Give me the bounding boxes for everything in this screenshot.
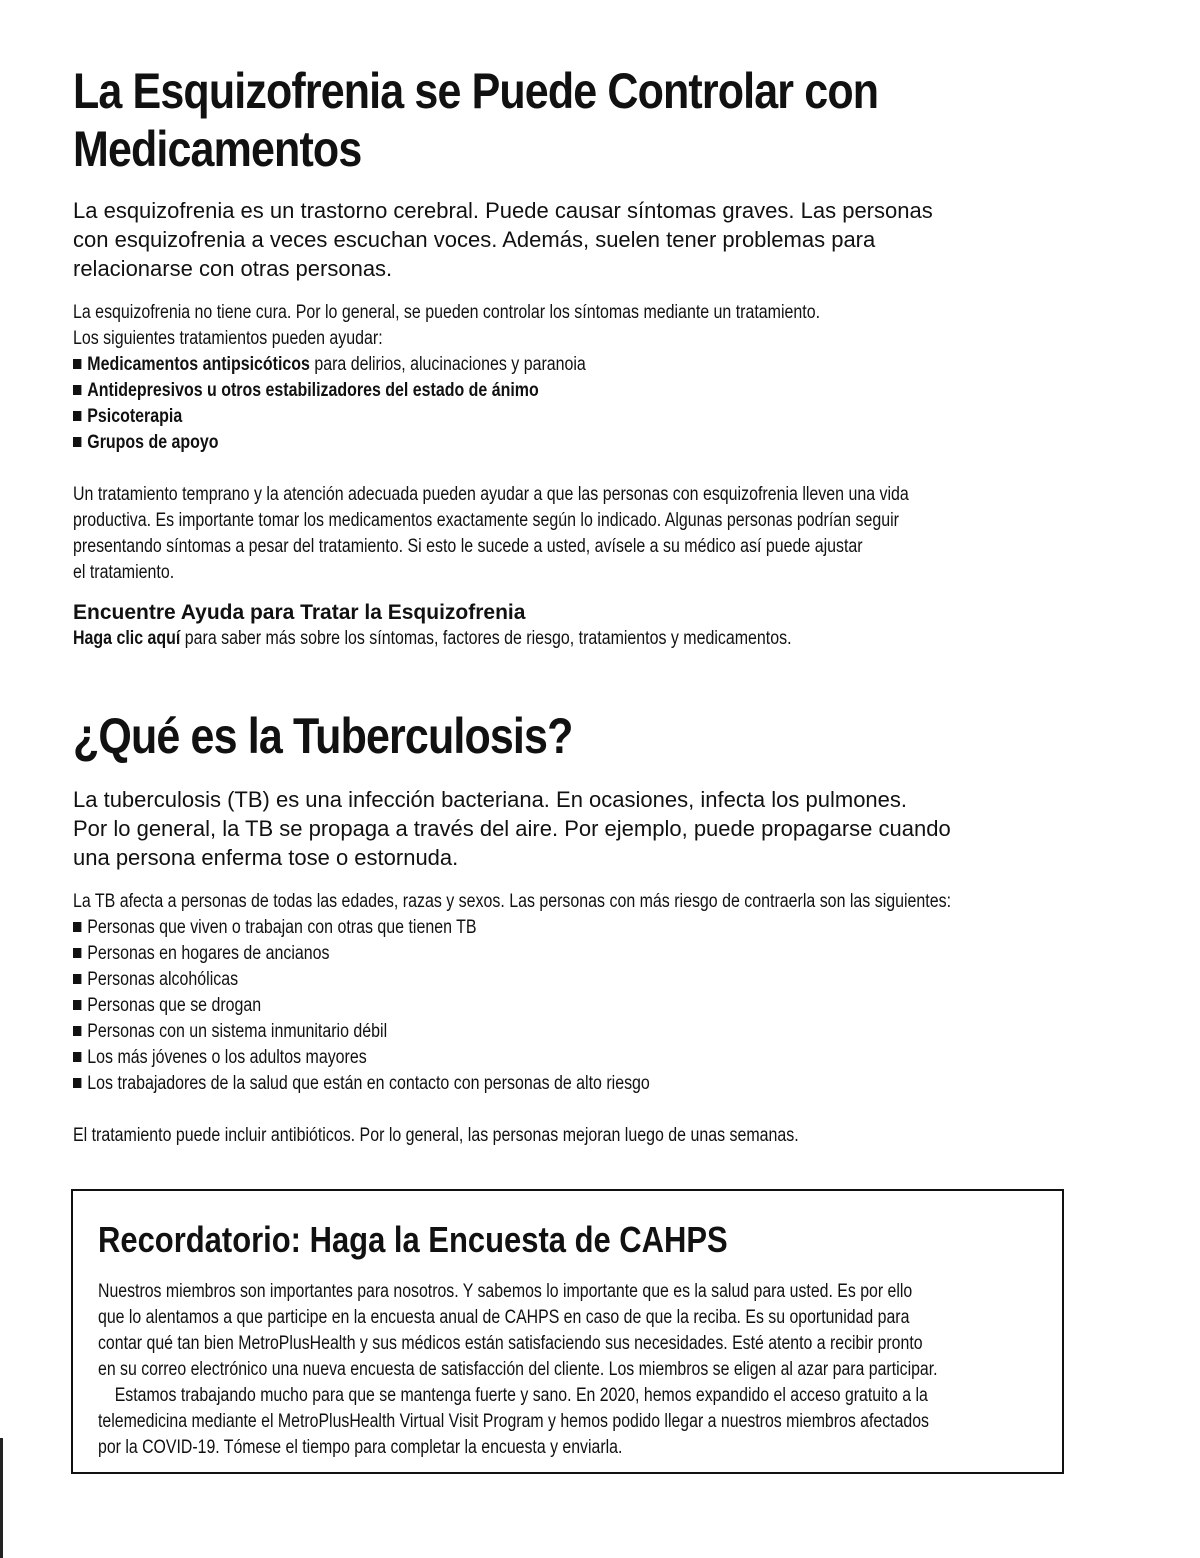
tuberculosis-section (73, 707, 1073, 1149)
tuberculosis-body (73, 889, 1073, 1149)
margin-rule (0, 1438, 3, 1558)
bullet-square-icon (73, 922, 81, 932)
lead-line: Por lo general, la TB se propaga a través del aire. Por ejemplo, puede propagarse cuando (73, 816, 951, 841)
intro-line: La esquizofrenia no tiene cura. Por lo general, se pueden controlar los síntomas mediante un tratamiento. (73, 302, 821, 323)
help-title: Encuentre Ayuda para Tratar la Esquizofrenia (73, 601, 526, 624)
schizophrenia-section (73, 62, 1073, 652)
list-item: Psicoterapia (73, 404, 1073, 430)
schizophrenia-lead (73, 196, 1033, 283)
schizophrenia-title (73, 62, 1071, 178)
reminder-line: telemedicina mediante el MetroPlusHealth Virtual Visit Program y hemos podido llegar a nuestros miembros afectados (98, 1411, 929, 1432)
list-item: Medicamentos antipsicóticos para delirios, alucinaciones y paranoia (73, 352, 1073, 378)
tuberculosis-lead (73, 785, 1033, 872)
lead-line: relacionarse con otras personas. (73, 256, 393, 281)
reminder-body (98, 1279, 1033, 1461)
intro-line: Los siguientes tratamientos pueden ayudar: (73, 328, 383, 349)
help-text: para saber más sobre los síntomas, factores de riesgo, tratamientos y medicamentos. (180, 628, 792, 649)
list-item: Personas en hogares de ancianos (73, 941, 1073, 967)
schizophrenia-body (73, 300, 1073, 586)
reminder-line: que lo alentamos a que participe en la encuesta anual de CAHPS en caso de que la reciba. Es su oportunidad para (98, 1307, 910, 1328)
title-line: La Esquizofrenia se Puede Controlar con (73, 63, 879, 119)
paragraph-line: Un tratamiento temprano y la atención adecuada pueden ayudar a que las personas con esquizofrenia lleven una vida (73, 484, 909, 505)
paragraph-line: presentando síntomas a pesar del tratamiento. Si esto le sucede a usted, avísele a su médico así puede ajustar (73, 536, 863, 557)
list-item: Grupos de apoyo (73, 430, 1073, 456)
paragraph-line: productiva. Es importante tomar los medicamentos exactamente según lo indicado. Algunas personas podrían seguir (73, 510, 899, 531)
list-item: Personas que viven o trabajan con otras que tienen TB (73, 915, 1073, 941)
list-item: Personas que se drogan (73, 993, 1073, 1019)
bullet-square-icon (73, 974, 81, 984)
list-item: Antidepresivos u otros estabilizadores del estado de ánimo (73, 378, 1073, 404)
lead-line: La esquizofrenia es un trastorno cerebral. Puede causar síntomas graves. Las personas (73, 198, 933, 223)
bullet-square-icon (73, 385, 81, 395)
bullet-square-icon (73, 411, 81, 421)
reminder-line: contar qué tan bien MetroPlusHealth y sus médicos están satisfaciendo sus necesidades. Esté atento a recibir pronto (98, 1333, 923, 1354)
lead-line: con esquizofrenia a veces escuchan voces. Además, suelen tener problemas para (73, 227, 876, 252)
tuberculosis-title: ¿Qué es la Tuberculosis? (73, 708, 573, 764)
reminder-line: por la COVID-19. Tómese el tiempo para completar la encuesta y enviarla. (98, 1437, 623, 1458)
bullet-square-icon (73, 1052, 81, 1062)
list-item: Personas con un sistema inmunitario débil (73, 1019, 1073, 1045)
reminder-line: Nuestros miembros son importantes para nosotros. Y sabemos lo importante que es la salud para usted. Es por ello (98, 1281, 913, 1302)
paragraph-line: el tratamiento. (73, 562, 175, 583)
title-line: Medicamentos (73, 121, 362, 177)
list-item: Los trabajadores de la salud que están en contacto con personas de alto riesgo (73, 1071, 1073, 1097)
risk-group-list (73, 915, 1073, 1097)
lead-line: una persona enferma tose o estornuda. (73, 845, 459, 870)
list-item: Personas alcohólicas (73, 967, 1073, 993)
bullet-square-icon (73, 437, 81, 447)
bullet-square-icon (73, 359, 81, 369)
reminder-title: Recordatorio: Haga la Encuesta de CAHPS (98, 1219, 728, 1260)
lead-line: La tuberculosis (TB) es una infección bacteriana. En ocasiones, infecta los pulmones. (73, 787, 908, 812)
help-link[interactable]: Haga clic aquí (73, 628, 181, 649)
treatment-list (73, 352, 1073, 456)
help-block (73, 600, 1073, 652)
intro-line: La TB afecta a personas de todas las edades, razas y sexos. Las personas con más riesgo de contraerla son las siguientes: (73, 891, 952, 912)
bullet-square-icon (73, 1078, 81, 1088)
bullet-square-icon (73, 1026, 81, 1036)
bullet-square-icon (73, 948, 81, 958)
list-item: Los más jóvenes o los adultos mayores (73, 1045, 1073, 1071)
bullet-square-icon (73, 1000, 81, 1010)
cahps-reminder-box (71, 1189, 1064, 1474)
closing-line: El tratamiento puede incluir antibióticos. Por lo general, las personas mejoran luego de unas semanas. (73, 1125, 799, 1146)
reminder-line: en su correo electrónico una nueva encuesta de satisfacción del cliente. Los miembros se eligen al azar para participar. (98, 1359, 938, 1380)
reminder-line: Estamos trabajando mucho para que se mantenga fuerte y sano. En 2020, hemos expandido el acceso gratuito a la (114, 1385, 928, 1406)
